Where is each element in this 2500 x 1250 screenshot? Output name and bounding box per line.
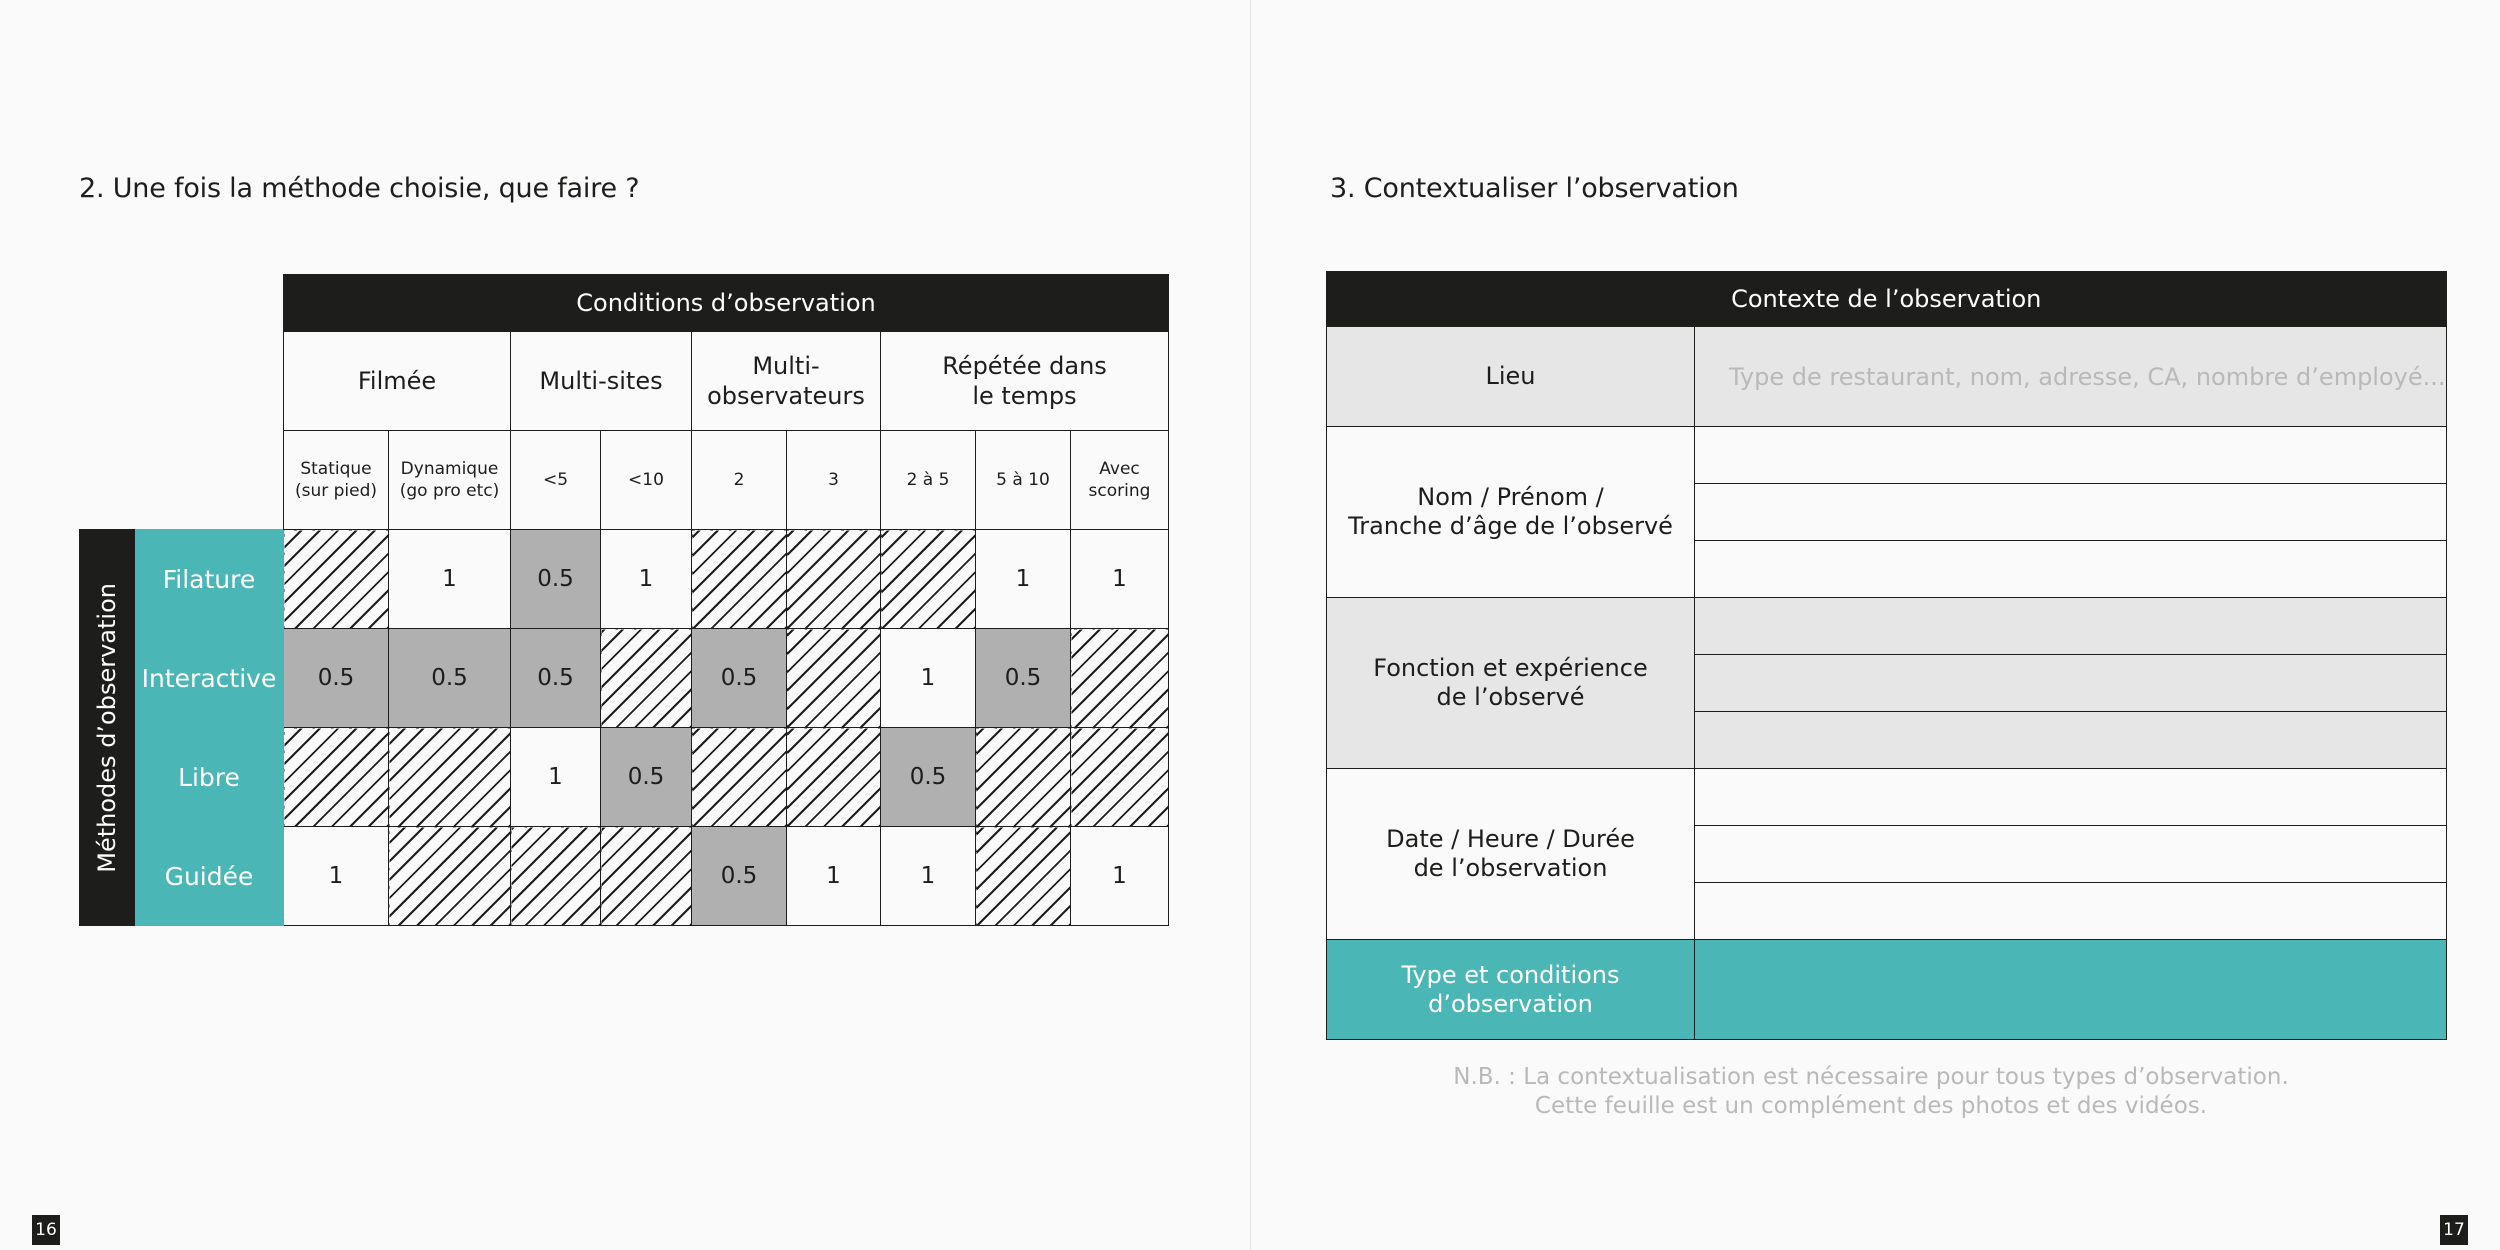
cell-score: 1 [601,530,692,629]
sub-header: <5 [511,431,601,530]
sub-header: <10 [601,431,692,530]
context-field-line[interactable] [1695,712,2447,769]
header-row [80,275,1169,332]
method-row [80,728,1169,827]
methods-side-label [80,530,135,926]
cell-hatched [389,827,511,926]
sub-header: Avec scoring [1071,431,1169,530]
method-label: Libre [135,728,284,827]
cell-score: 0.5 [692,629,787,728]
method-label: Interactive [135,629,284,728]
cell-hatched [1071,629,1169,728]
cell-hatched [976,728,1071,827]
context-label: Fonction et expérience de l’observé [1327,598,1695,769]
corner-blank [80,431,284,530]
subheader-row [80,431,1169,530]
context-label: Nom / Prénom / Tranche d’âge de l’observé [1327,427,1695,598]
cell-hatched [976,827,1071,926]
cell-score: 0.5 [389,629,511,728]
cell-score: 1 [881,629,976,728]
group-header: Multi-sites [511,332,692,431]
group-header: Répétée dans le temps [881,332,1169,431]
group-header: Multi- observateurs [692,332,881,431]
cell-hatched [284,728,389,827]
corner-blank [80,275,284,332]
context-label: Lieu [1327,327,1695,427]
note-line-1: N.B. : La contextualisation est nécessaire pour tous types d’observation. [1453,1064,2289,1090]
cell-score: 0.5 [601,728,692,827]
page-divider [1250,0,1251,1250]
context-table [1326,271,2447,1040]
cell-hatched [601,827,692,926]
sub-header: Statique (sur pied) [284,431,389,530]
context-row [1327,769,2447,826]
method-label: Filature [135,530,284,629]
context-field-placeholder[interactable]: Type de restaurant, nom, adresse, CA, nombre d’employé... [1695,327,2447,427]
context-row [1327,598,2447,655]
cell-hatched [1071,728,1169,827]
context-field-line[interactable] [1695,769,2447,826]
cell-score: 0.5 [692,827,787,926]
method-row [80,629,1169,728]
group-header: Filmée [284,332,511,431]
sub-header: 5 à 10 [976,431,1071,530]
context-row [1327,427,2447,484]
cell-score: 1 [389,530,511,629]
context-field-line[interactable] [1695,541,2447,598]
page-number-right: 17 [2440,1215,2468,1245]
context-field-line[interactable] [1695,598,2447,655]
cell-score: 1 [787,827,881,926]
note-line-2: Cette feuille est un complément des photos et des vidéos. [1534,1093,2208,1119]
sub-header: 2 [692,431,787,530]
cell-hatched [787,629,881,728]
context-field-line[interactable] [1695,940,2447,1040]
context-row [1327,327,2447,427]
cell-hatched [511,827,601,926]
context-field-line[interactable] [1695,484,2447,541]
cell-hatched [692,728,787,827]
cell-hatched [389,728,511,827]
context-field-line[interactable] [1695,655,2447,712]
conditions-header: Conditions d’observation [284,275,1169,332]
cell-score: 1 [1071,827,1169,926]
cell-hatched [692,530,787,629]
cell-score: 0.5 [881,728,976,827]
sub-header: 3 [787,431,881,530]
corner-blank [80,332,284,431]
sub-header: 2 à 5 [881,431,976,530]
context-field-line[interactable] [1695,883,2447,940]
context-header-row [1327,272,2447,327]
note [1326,1063,2416,1121]
sub-header: Dynamique (go pro etc) [389,431,511,530]
cell-hatched [601,629,692,728]
method-row [80,530,1169,629]
cell-hatched [787,530,881,629]
left-page-title: 2. Une fois la méthode choisie, que faire ? [79,173,640,204]
cell-score: 1 [284,827,389,926]
cell-score: 1 [976,530,1071,629]
cell-score: 0.5 [511,629,601,728]
context-field-line[interactable] [1695,427,2447,484]
cell-score: 0.5 [284,629,389,728]
context-field-line[interactable] [1695,826,2447,883]
group-row [80,332,1169,431]
context-header: Contexte de l’observation [1327,272,2447,327]
cell-score: 1 [881,827,976,926]
page-number-left: 16 [32,1215,60,1245]
context-label: Type et conditions d’observation [1327,940,1695,1040]
cell-score: 0.5 [511,530,601,629]
context-row [1327,940,2447,1040]
cell-score: 1 [1071,530,1169,629]
cell-score: 0.5 [976,629,1071,728]
cell-hatched [284,530,389,629]
methods-side-label-text: Méthodes d’observation [93,582,121,873]
cell-hatched [881,530,976,629]
context-label: Date / Heure / Durée de l’observation [1327,769,1695,940]
methods-conditions-table [79,274,1169,926]
method-label: Guidée [135,827,284,926]
method-row [80,827,1169,926]
right-page-title: 3. Contextualiser l’observation [1330,173,1739,204]
cell-hatched [787,728,881,827]
cell-score: 1 [511,728,601,827]
